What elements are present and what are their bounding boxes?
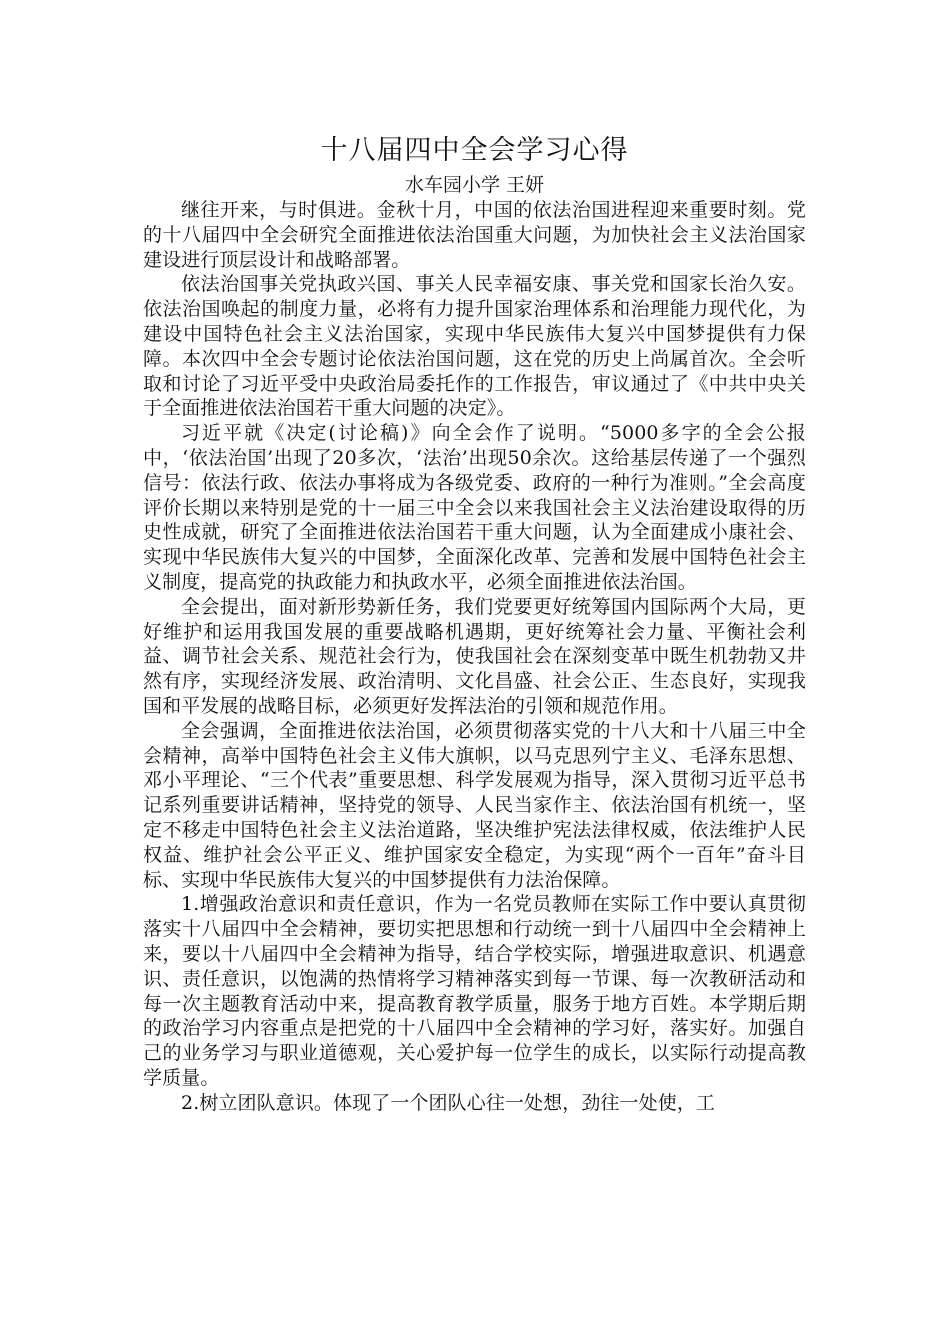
paragraph-2: 依法治国事关党执政兴国、事关人民幸福安康、事关党和国家长治久安。依法治国唤起的制度力量，必将有力提升国家治理体系和治理能力现代化，为建设中国特色社会主义法治国家，实现中华民族伟大复兴中国梦提供有力保障。本次四中全会专题讨论依法治国问题，这在党的历史上尚属首次。全会听取和讨论了习近平受中央政治局委托作的工作报告，审议通过了《中共中央关于全面推进依法治国若干重大问题的决定》。 bbox=[143, 273, 806, 420]
paragraph-4: 全会提出，面对新形势新任务，我们党要更好统筹国内国际两个大局，更好维护和运用我国发展的重要战略机遇期，更好统筹社会力量、平衡社会利益、调节社会关系、规范社会行为，使我国社会在深刻变革中既生机勃勃又井然有序，实现经济发展、政治清明、文化昌盛、社会公正、生态良好，实现我国和平发展的战略目标，必须更好发挥法治的引领和规范作用。 bbox=[143, 595, 806, 717]
paragraph-3: 习近平就《决定(讨论稿)》向全会作了说明。“5000多字的全会公报中，‘依法治国’出现了20多次，‘法治’出现50余次。这给基层传递了一个强烈信号：依法行政、依法办事将成为各级党委、政府的一种行为准则。”全会高度评价长期以来特别是党的十一届三中全会以来我国社会主义法治建设取得的历史性成就，研究了全面推进依法治国若干重大问题，认为全面建成小康社会、实现中华民族伟大复兴的中国梦，全面深化改革、完善和发展中国特色社会主义制度，提高党的执政能力和执政水平，必须全面推进依法治国。 bbox=[143, 422, 806, 593]
paragraph-1: 继往开来，与时俱进。金秋十月，中国的依法治国进程迎来重要时刻。党的十八届四中全会研究全面推进依法治国重大问题，为加快社会主义法治国家建设进行顶层设计和战略部署。 bbox=[143, 199, 806, 271]
document-title: 十八届四中全会学习心得 bbox=[320, 135, 629, 166]
paragraph-7: 2.树立团队意识。体现了一个团队心往一处想，劲往一处使，工 bbox=[181, 1091, 716, 1114]
paragraph-6: 1.增强政治意识和责任意识，作为一名党员教师在实际工作中要认真贯彻落实十八届四中全会精神，要切实把思想和行动统一到十八届四中全会精神上来，要以十八届四中全会精神为指导，结合学校实际，增强进取意识、机遇意识、责任意识，以饱满的热情将学习精神落实到每一节课、每一次教研活动和每一次主题教育活动中来，提高教育教学质量，服务于地方百姓。本学期后期的政治学习内容重点是把党的十八届四中全会精神的学习好，落实好。加强自己的业务学习与职业道德观，关心爱护每一位学生的成长，以实际行动提高教学质量。 bbox=[143, 893, 806, 1089]
paragraph-5: 全会强调，全面推进依法治国，必须贯彻落实党的十八大和十八届三中全会精神，高举中国特色社会主义伟大旗帜，以马克思列宁主义、毛泽东思想、邓小平理论、“三个代表”重要思想、科学发展观为指导，深入贯彻习近平总书记系列重要讲话精神，坚持党的领导、人民当家作主、依法治国有机统一，坚定不移走中国特色社会主义法治道路，坚决维护宪法法律权威，依法维护人民权益、维护社会公平正义、维护国家安全稳定，为实现“两个一百年”奋斗目标、实现中华民族伟大复兴的中国梦提供有力法治保障。 bbox=[143, 719, 806, 891]
document-author: 水车园小学 王妍 bbox=[404, 174, 545, 196]
